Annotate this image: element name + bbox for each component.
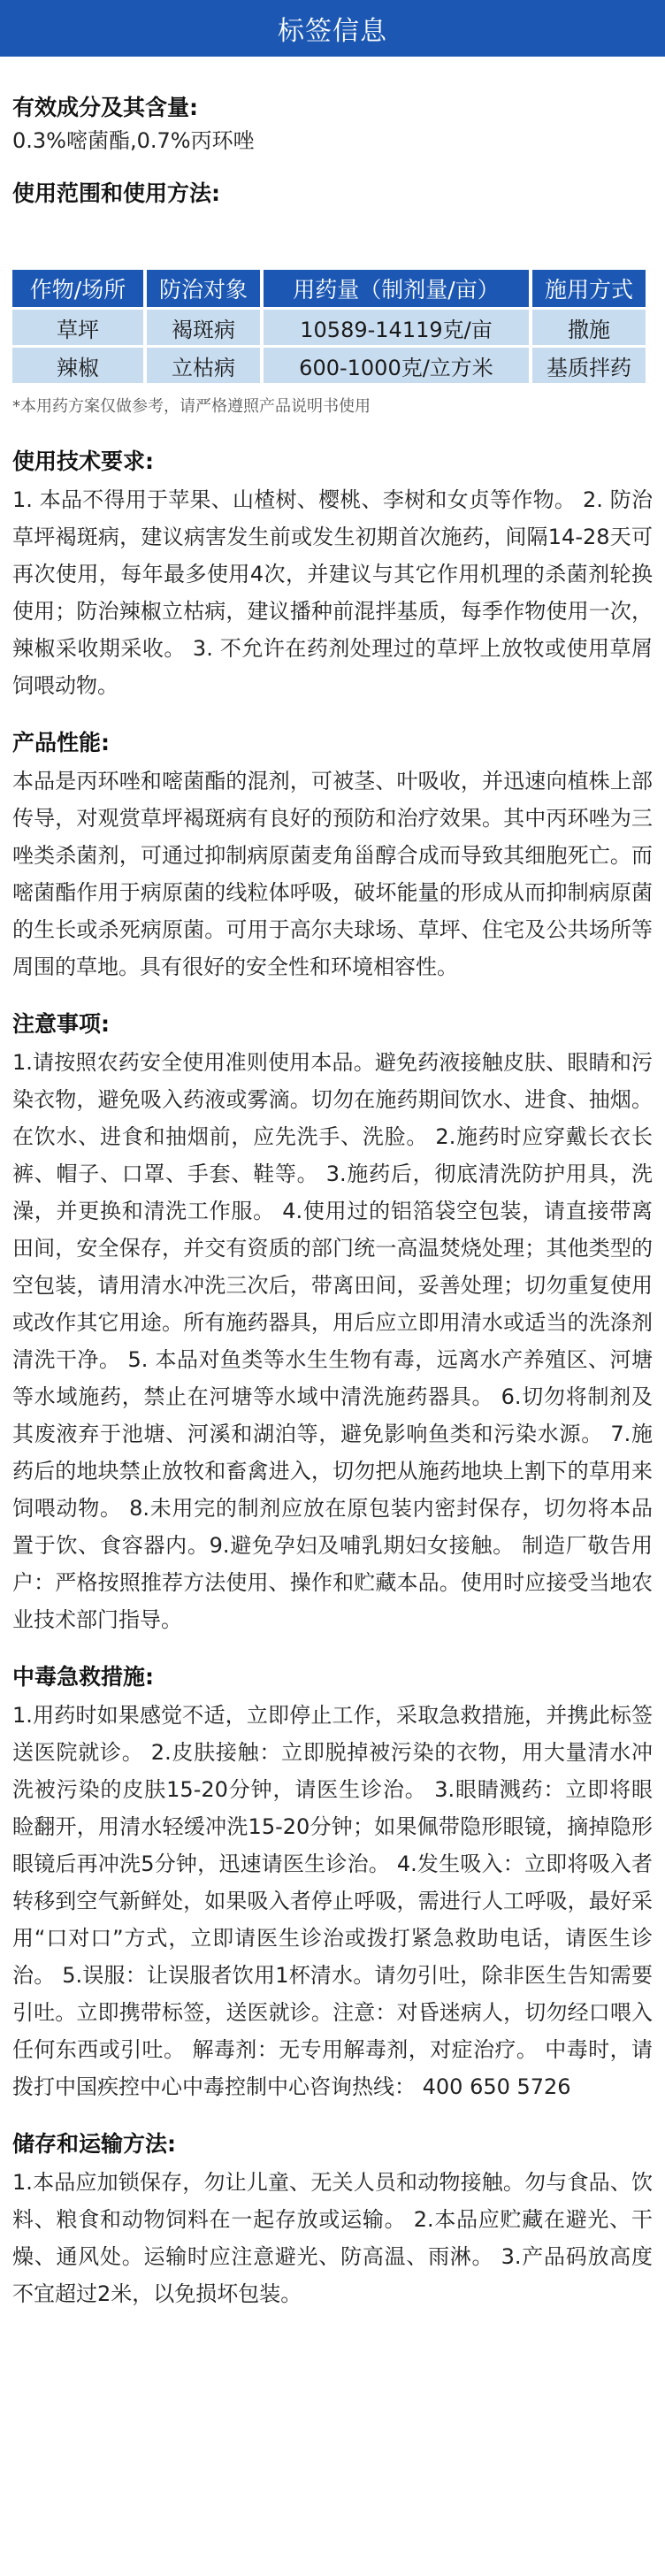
performance-title: 产品性能: (12, 730, 110, 755)
first-aid-text: 1.用药时如果感觉不适，立即停止工作，采取急救措施，并携此标签送医院就诊。 2.皮肤接触：立即脱掉被污染的衣物，用大量清水冲洗被污染的皮肤15-20分钟，请医生诊治。 3.眼睛溅药：立即将眼睑翻开，用清水轻缓冲洗15-20分钟；如果佩带隐形眼镜，摘掉隐形眼镜后再冲洗5分钟，迅速请医生诊治。 4.发生吸入：立即将吸入者转移到空气新鲜处，如果吸入者停止呼吸，需进行人工呼吸，最好采用“口对口”方式，立即请医生诊治或拨打紧急救助电话，请医生诊治。 5.误服：让误服者饮用1杯清水。请勿引吐，除非医生告知需要引吐。立即携带标签，送医就诊。注意：对昏迷病人，切勿经口喂入任何东西或引吐。 解毒剂：无专用解毒剂，对症治疗。 中毒时，请拨打中国疾控中心中毒控制中心咨询热线： 400 650 5726 (12, 1703, 653, 2099)
col-header-dosage: 用药量（制剂量/亩） (264, 270, 529, 307)
label-content (0, 57, 665, 2312)
first-aid-title: 中毒急救措施: (12, 1664, 154, 1690)
cautions-text: 1.请按照农药安全使用准则使用本品。避免药液接触皮肤、眼睛和污染衣物，避免吸入药液或雾滴。切勿在施药期间饮水、进食、抽烟。在饮水、进食和抽烟前，应先洗手、洗脸。 2.施药时应穿戴长衣长裤、帽子、口罩、手套、鞋等。 3.施药后，彻底清洗防护用具，洗澡，并更换和清洗工作服。 4.使用过的铝箔袋空包装，请直接带离田间，安全保存，并交有资质的部门统一高温焚烧处理；其他类型的空包装，请用清水冲洗三次后，带离田间，妥善处理；切勿重复使用或改作其它用途。所有施药器具，用后应立即用清水或适当的洗涤剂清洗干净。 5. 本品对鱼类等水生生物有毒，远离水产养殖区、河塘等水域施药，禁止在河塘等水域中清洗施药器具。 6.切勿将制剂及其废液弃于池塘、河溪和湖泊等，避免影响鱼类和污染水源。 7.施药后的地块禁止放牧和畜禽进入，切勿把从施药地块上割下的草用来饲喂动物。 8.未用完的制剂应放在原包装内密封保存，切勿将本品置于饮、食容器内。9.避免孕妇及哺乳期妇女接触。 制造厂敬告用户：严格按照推荐方法使用、操作和贮藏本品。使用时应接受当地农业技术部门指导。 (12, 1050, 653, 1632)
table-cell: 600-1000克/立方米 (264, 348, 529, 383)
table-cell: 撒施 (532, 310, 646, 345)
col-header-target: 防治对象 (147, 270, 260, 307)
table-row (12, 310, 646, 345)
storage-text: 1.本品应加锁保存，勿让儿童、无关人员和动物接触。勿与食品、饮料、粮食和动物饲料在一起存放或运输。 2.本品应贮藏在避光、干燥、通风处。运输时应注意避光、防高温、雨淋。 3.产品码放高度不宜超过2米，以免损坏包装。 (12, 2170, 653, 2306)
col-header-crop: 作物/场所 (12, 270, 143, 307)
usage-title: 使用范围和使用方法: (12, 180, 220, 206)
table-cell: 辣椒 (12, 348, 143, 383)
table-cell: 草坪 (12, 310, 143, 345)
ingredients-text: 0.3%嘧菌酯,0.7%丙环唑 (12, 128, 255, 153)
performance-text: 本品是丙环唑和嘧菌酯的混剂，可被茎、叶吸收，并迅速向植株上部传导，对观赏草坪褐斑病有良好的预防和治疗效果。其中丙环唑为三唑类杀菌剂，可通过抑制病原菌麦角甾醇合成而导致其细胞死亡。而嘧菌酯作用于病原菌的线粒体呼吸，破坏能量的形成从而抑制病原菌的生长或杀死病原菌。可用于高尔夫球场、草坪、住宅及公共场所等周围的草地。具有很好的安全性和环境相容性。 (12, 769, 653, 979)
cautions-title: 注意事项: (12, 1011, 110, 1037)
dose-table (9, 267, 649, 386)
tech-text: 1. 本品不得用于苹果、山楂树、樱桃、李树和女贞等作物。 2. 防治草坪褐斑病，建议病害发生前或发生初期首次施药，间隔14-28天可再次使用，每年最多使用4次，并建议与其它作用机理的杀菌剂轮换使用；防治辣椒立枯病，建议播种前混拌基质，每季作物使用一次，辣椒采收期采收。 3. 不允许在药剂处理过的草坪上放牧或使用草屑饲喂动物。 (12, 487, 653, 698)
storage-title: 储存和运输方法: (12, 2131, 176, 2157)
table-cell: 褐斑病 (147, 310, 260, 345)
tech-title: 使用技术要求: (12, 448, 154, 474)
table-cell: 基质拌药 (532, 348, 646, 383)
dose-table-header-row (12, 270, 646, 307)
ingredients-title: 有效成分及其含量: (12, 95, 198, 120)
page-header (0, 0, 665, 57)
table-cell: 立枯病 (147, 348, 260, 383)
table-cell: 10589-14119克/亩 (264, 310, 529, 345)
page-title: 标签信息 (278, 16, 387, 47)
table-row (12, 348, 646, 383)
dose-note: *本用药方案仅做参考，请严格遵照产品说明书使用 (12, 397, 371, 416)
col-header-method: 施用方式 (532, 270, 646, 307)
